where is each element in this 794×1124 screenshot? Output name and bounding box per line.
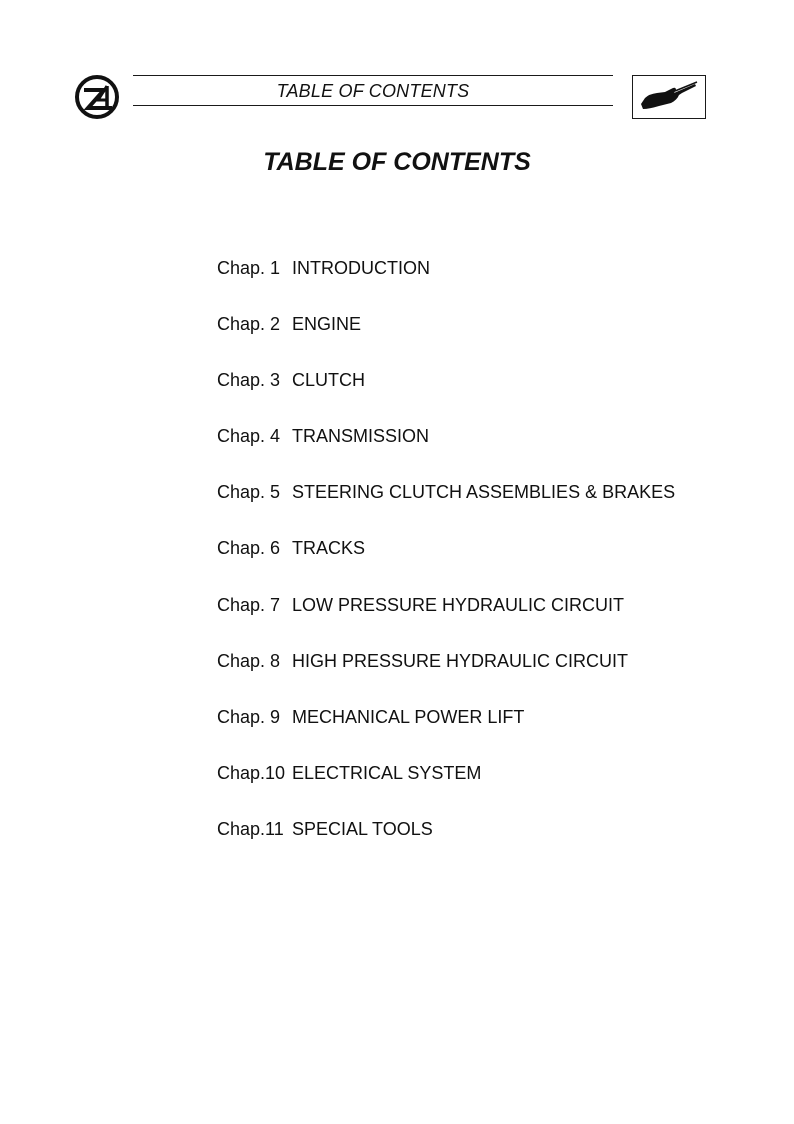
chapter-title: TRANSMISSION [292, 426, 430, 447]
chapter-title: LOW PRESSURE HYDRAULIC CIRCUIT [292, 594, 625, 615]
toc-item-clutch [217, 369, 777, 425]
chapter-title: HIGH PRESSURE HYDRAULIC CIRCUIT [292, 650, 629, 671]
chapter-number: Chap. 2 [217, 314, 281, 335]
header-rule-bottom [133, 105, 613, 106]
chapter-number: Chap. 7 [217, 594, 281, 615]
chapter-number: Chap. 9 [217, 706, 281, 727]
chapter-title: MECHANICAL POWER LIFT [292, 706, 525, 727]
toc-item-special-tools [217, 818, 777, 874]
table-of-contents [217, 257, 777, 874]
toc-item-steering-clutch [217, 481, 777, 537]
chapter-title: INTRODUCTION [292, 258, 430, 278]
toc-item-transmission [217, 425, 777, 481]
chapter-title: ELECTRICAL SYSTEM [292, 762, 482, 783]
toc-item-low-pressure-hydraulic [217, 594, 777, 650]
chapter-title: ENGINE [292, 314, 362, 335]
chapter-number: Chap.10 [217, 762, 286, 783]
toc-item-introduction [217, 257, 777, 313]
chapter-title: SPECIAL TOOLS [292, 818, 433, 839]
chapter-title: CLUTCH [292, 370, 366, 391]
chapter-number: Chap. 8 [217, 650, 281, 671]
chapter-number: Chap.11 [217, 818, 284, 839]
page-title: TABLE OF CONTENTS [263, 148, 531, 176]
toc-item-tracks [217, 537, 777, 593]
header-title: TABLE OF CONTENTS [276, 81, 470, 101]
header-rule-top [133, 75, 613, 76]
chapter-number: Chap. 4 [217, 426, 281, 447]
company-logo-icon [74, 74, 120, 120]
chapter-number: Chap. 1 [217, 258, 281, 278]
toc-item-electrical-system [217, 762, 777, 818]
toc-item-mechanical-power-lift [217, 706, 777, 762]
pointing-hand-icon [635, 78, 703, 116]
toc-item-engine [217, 313, 777, 369]
chapter-number: Chap. 3 [217, 370, 281, 391]
chapter-title: TRACKS [292, 538, 366, 559]
chapter-number: Chap. 6 [217, 538, 281, 559]
chapter-title: STEERING CLUTCH ASSEMBLIES & BRAKES [292, 482, 676, 503]
chapter-number: Chap. 5 [217, 482, 281, 503]
pointing-hand-box [632, 75, 706, 119]
toc-item-high-pressure-hydraulic [217, 650, 777, 706]
